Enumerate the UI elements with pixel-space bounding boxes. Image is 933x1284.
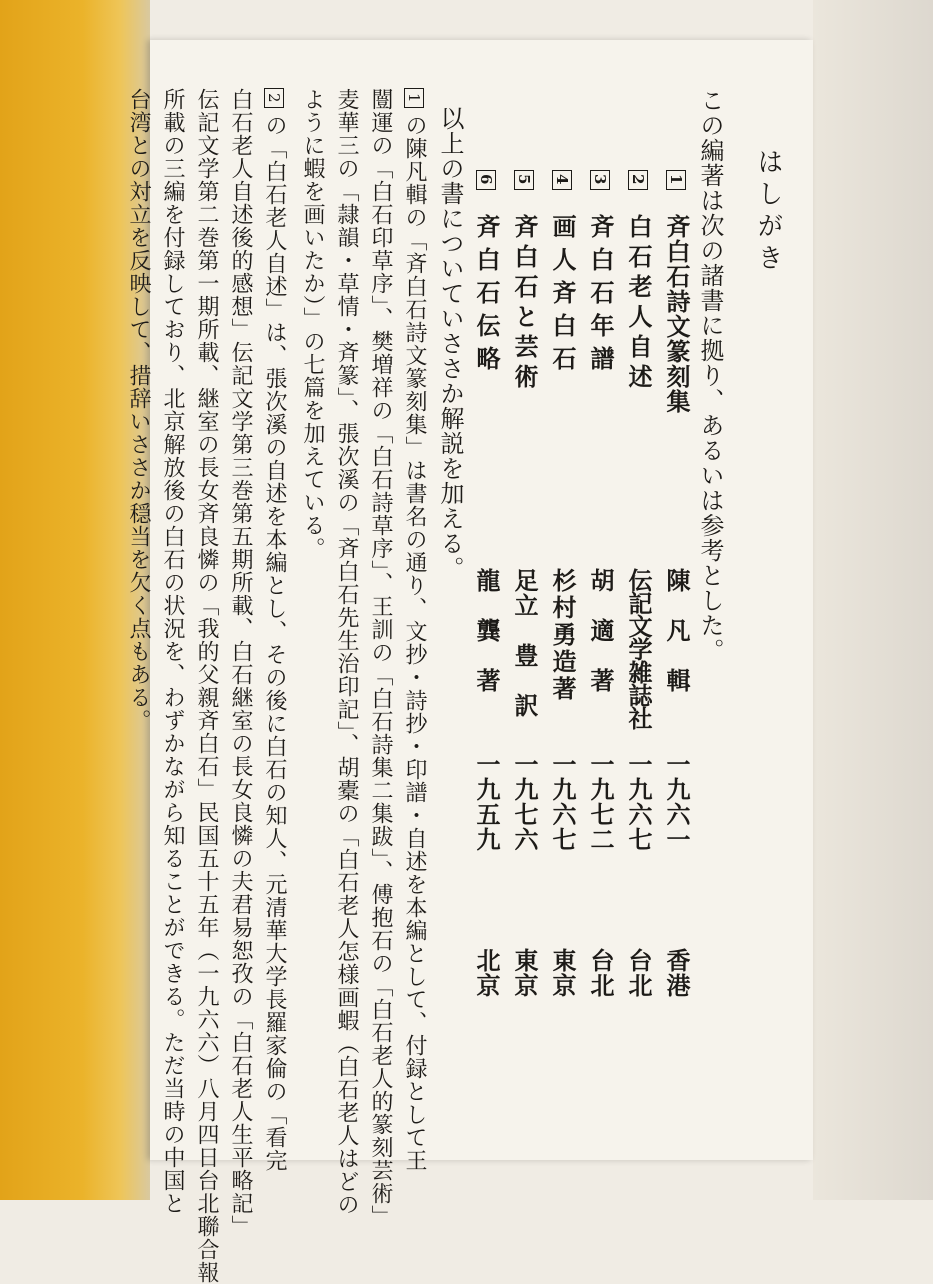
book-year: 一九七六 — [510, 752, 539, 852]
adjacent-page-background — [813, 0, 933, 1200]
book-author: 胡 適 著 — [586, 568, 615, 693]
item-number: 2 — [628, 170, 648, 190]
book-title: 斉白石伝略 — [472, 214, 501, 379]
summary-text: 以上の書についていささか解説を加える。 — [436, 106, 464, 581]
paragraph-1-line: ように蝦を画いたか）」の七篇を加えている。 — [300, 88, 325, 560]
paragraph-2-line: 白石老人自述後的感想」伝記文学第三巻第五期所載、白石継室の長女良憐の夫君易恕孜の「白石老人生平略記」 — [228, 88, 253, 1238]
book-title: 斉白石詩文篆刻集 — [662, 214, 691, 414]
book-list-item — [620, 170, 656, 394]
book-list-item — [582, 170, 618, 379]
book-year: 一九六七 — [548, 752, 577, 852]
paragraph-1-line: 闓運の「白石印草序」、樊増祥の「白石詩草序」、王訓の「白石詩集二集跋」、傅抱石の「白石老人的篆刻芸術」 — [368, 88, 393, 1228]
paragraph-number: 2 — [264, 88, 284, 108]
paragraph-2-line: 伝記文学第二巻第一期所載、継室の長女斉良憐の「我的父親斉白石」民国五十五年（一九六六）八月四日台北聯合報 — [194, 88, 219, 1284]
book-list-item — [544, 170, 580, 379]
paragraph-2-line: 所載の三編を付録しており、北京解放後の白石の状況を、わずかながら知ることができる。ただ当時の中国と — [160, 88, 185, 1215]
item-number: 6 — [476, 170, 496, 190]
book-page — [126, 40, 813, 1284]
book-list-item — [658, 170, 694, 414]
paragraph-2-line: 台湾との対立を反映して、措辞いささか穏当を欠く点もある。 — [126, 88, 151, 732]
book-place: 台北 — [586, 948, 615, 998]
book-list-item — [468, 170, 504, 379]
paragraph-2-line: 2の「白石老人自述」は、張次溪の自述を本編とし、その後に白石の知人、元清華大学長羅家倫の「看完 — [256, 88, 292, 1172]
intro-text: この編著は次の諸書に拠り、あるいは参考とした。 — [696, 88, 724, 663]
book-title: 斉白石年譜 — [586, 214, 615, 379]
book-title: 白石老人自述 — [624, 214, 653, 394]
book-year: 一九五九 — [472, 752, 501, 852]
book-place: 香港 — [662, 948, 691, 998]
book-year: 一九六一 — [662, 752, 691, 852]
book-place: 北京 — [472, 948, 501, 998]
book-list-item — [506, 170, 542, 394]
book-author: 陳 凡 輯 — [662, 568, 691, 693]
book-author: 杉村勇造著 — [548, 568, 577, 703]
book-place: 東京 — [510, 948, 539, 998]
book-title: 画人斉白石 — [548, 214, 577, 379]
book-year: 一九七二 — [586, 752, 615, 852]
item-number: 1 — [666, 170, 686, 190]
item-number: 4 — [552, 170, 572, 190]
book-place: 東京 — [548, 948, 577, 998]
paragraph-number: 1 — [404, 88, 424, 108]
paragraph-1-line: 麦華三の「隷韻・草情・斉篆」、張次溪の「斉白石先生治印記」、胡橐の「白石老人怎様画蝦（白石老人はどの — [334, 88, 359, 1216]
page-title: はしがき — [753, 148, 783, 276]
book-author: 龍 龔 著 — [472, 568, 501, 693]
item-number: 3 — [590, 170, 610, 190]
book-author: 足立 豊 訳 — [510, 568, 539, 718]
book-title: 斉白石と芸術 — [510, 214, 539, 394]
book-year: 一九六七 — [624, 752, 653, 852]
book-author: 伝記文学雑誌社 — [624, 568, 653, 729]
item-number: 5 — [514, 170, 534, 190]
paragraph-1-line: 1の陳凡輯の「斉白石詩文篆刻集」は書名の通り、文抄・詩抄・印譜・自述を本編として、付録として王 — [396, 88, 432, 1172]
book-place: 台北 — [624, 948, 653, 998]
